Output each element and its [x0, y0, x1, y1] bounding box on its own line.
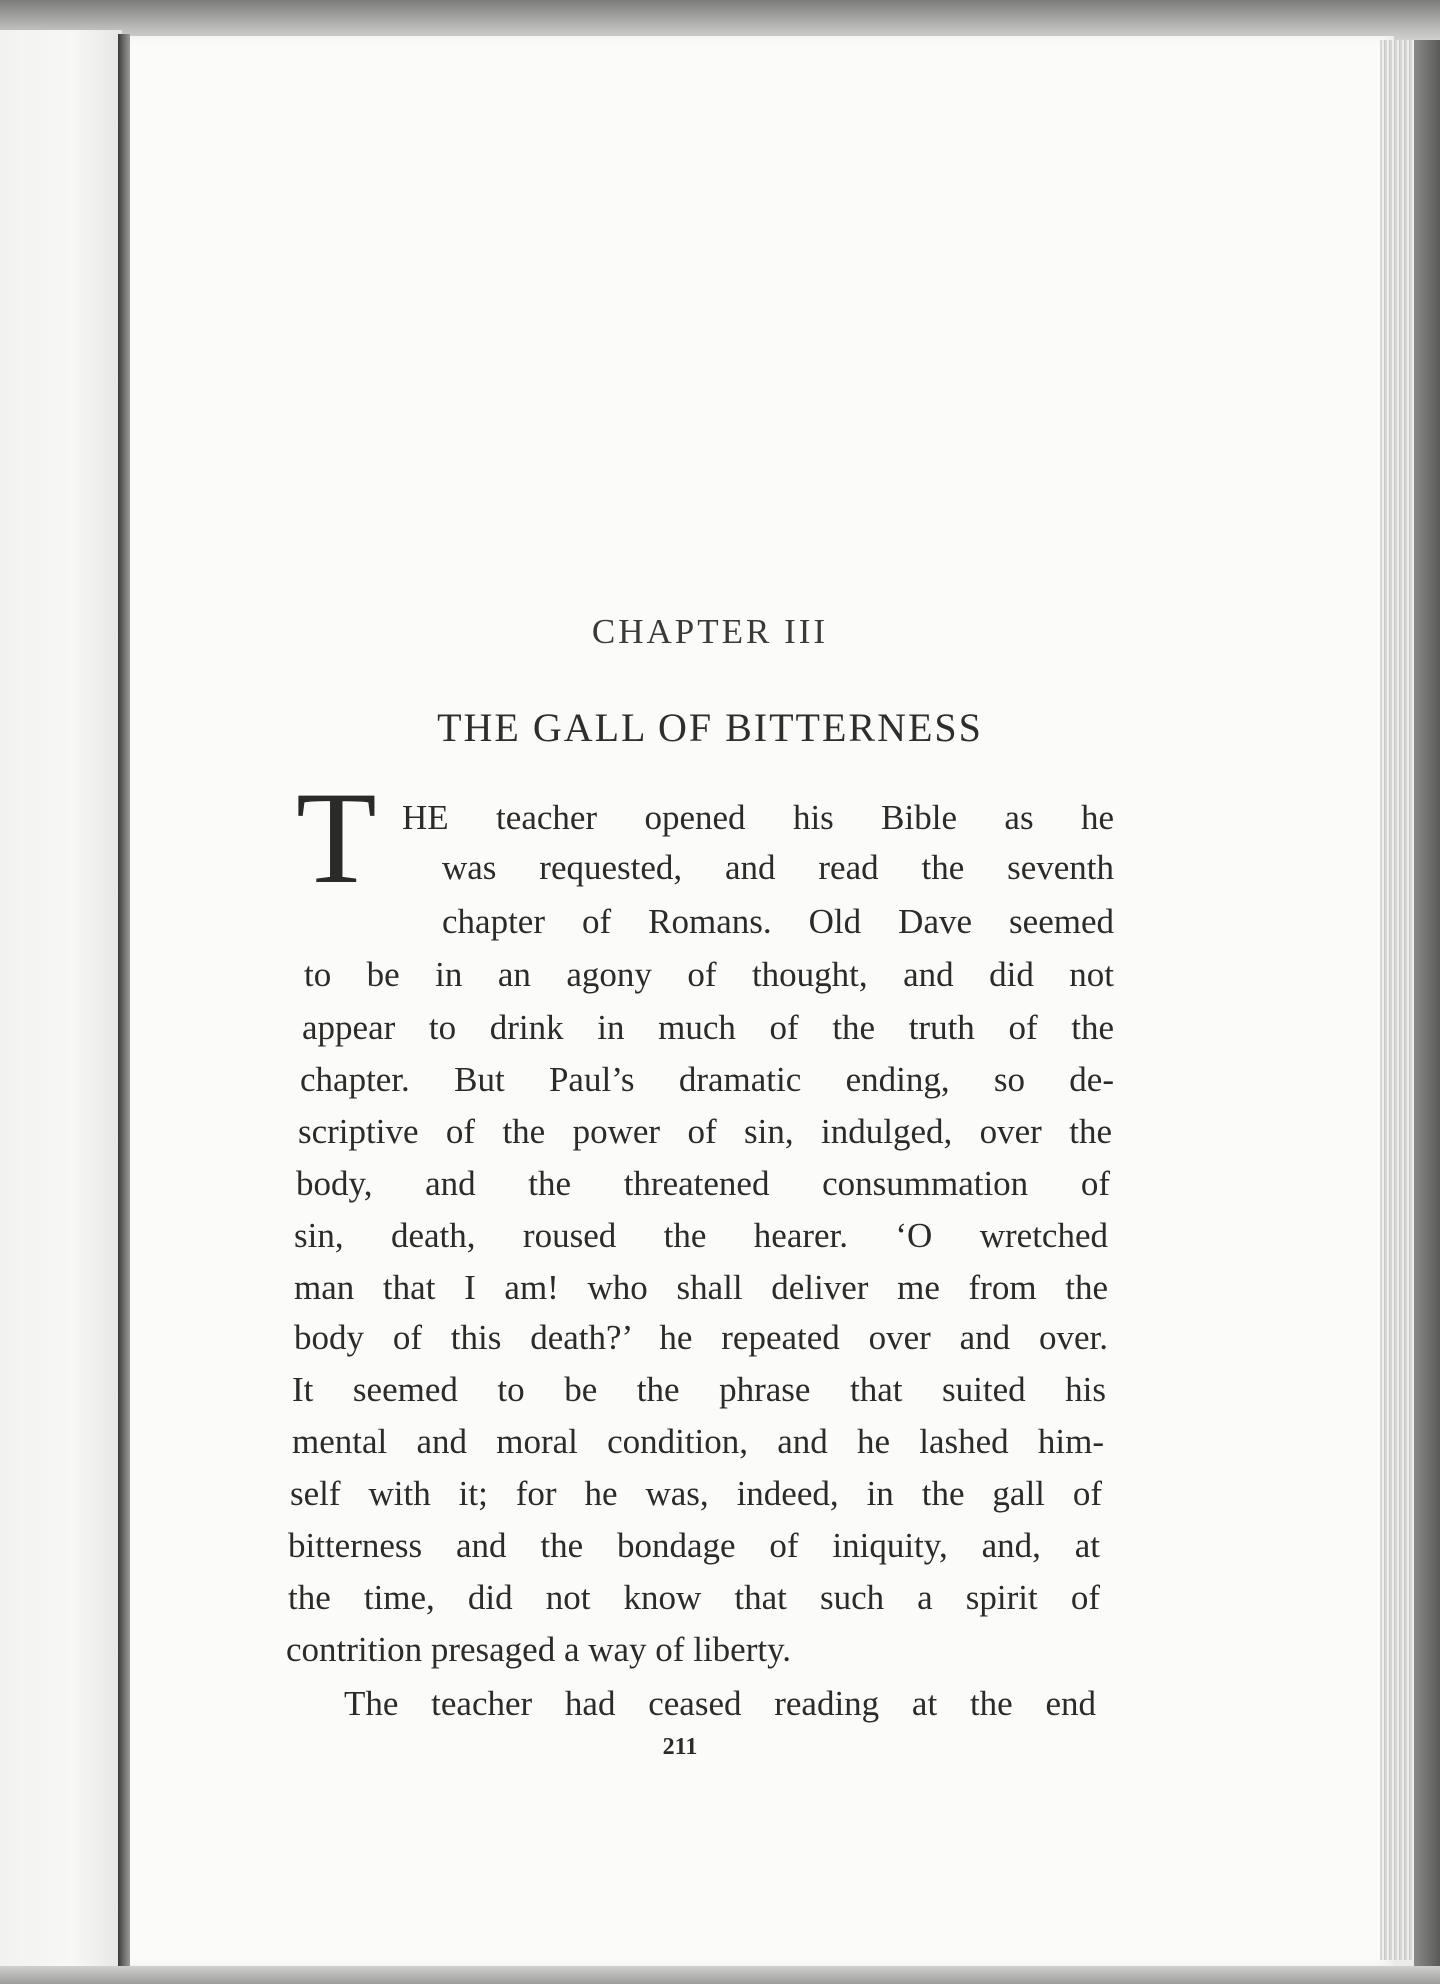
text-line: body of this death?’ he repeated over and over. [294, 1318, 1108, 1357]
scan-background-bottom [0, 1966, 1440, 1984]
text-line: was requested, and read the seventh [442, 848, 1114, 887]
page-edges [1380, 40, 1414, 1960]
previous-page [0, 30, 122, 1984]
text-line: scriptive of the power of sin, indulged, over the [298, 1112, 1112, 1151]
book-page [130, 36, 1394, 1966]
text-line: HE teacher opened his Bible as he [402, 798, 1114, 837]
text-line: the time, did not know that such a spirit of [288, 1578, 1100, 1617]
text-line: appear to drink in much of the truth of the [302, 1008, 1114, 1047]
text-line: chapter of Romans. Old Dave seemed [442, 902, 1114, 941]
text-line: self with it; for he was, indeed, in the gall of [290, 1474, 1102, 1513]
text-line: It seemed to be the phrase that suited his [292, 1370, 1106, 1409]
text-line: mental and moral condition, and he lashed him- [292, 1422, 1104, 1461]
text-line: bitterness and the bondage of iniquity, and, at [288, 1526, 1100, 1565]
text-line: The teacher had ceased reading at the end [344, 1684, 1096, 1723]
book-cover-edge [1414, 40, 1440, 1984]
text-line: chapter. But Paul’s dramatic ending, so de- [300, 1060, 1114, 1099]
drop-cap-letter: T [296, 764, 377, 911]
text-line: sin, death, roused the hearer. ‘O wretched [294, 1216, 1108, 1255]
chapter-number: CHAPTER III [591, 612, 829, 651]
text-line: contrition presaged a way of liberty. [286, 1630, 792, 1669]
book-spine-gutter [118, 34, 130, 1984]
text-line: to be in an agony of thought, and did not [304, 955, 1114, 994]
chapter-title: THE GALL OF BITTERNESS [437, 705, 983, 750]
text-line: body, and the threatened consummation of [296, 1164, 1110, 1203]
page-number: 211 [662, 1734, 698, 1760]
text-line: man that I am! who shall deliver me from the [294, 1268, 1108, 1307]
